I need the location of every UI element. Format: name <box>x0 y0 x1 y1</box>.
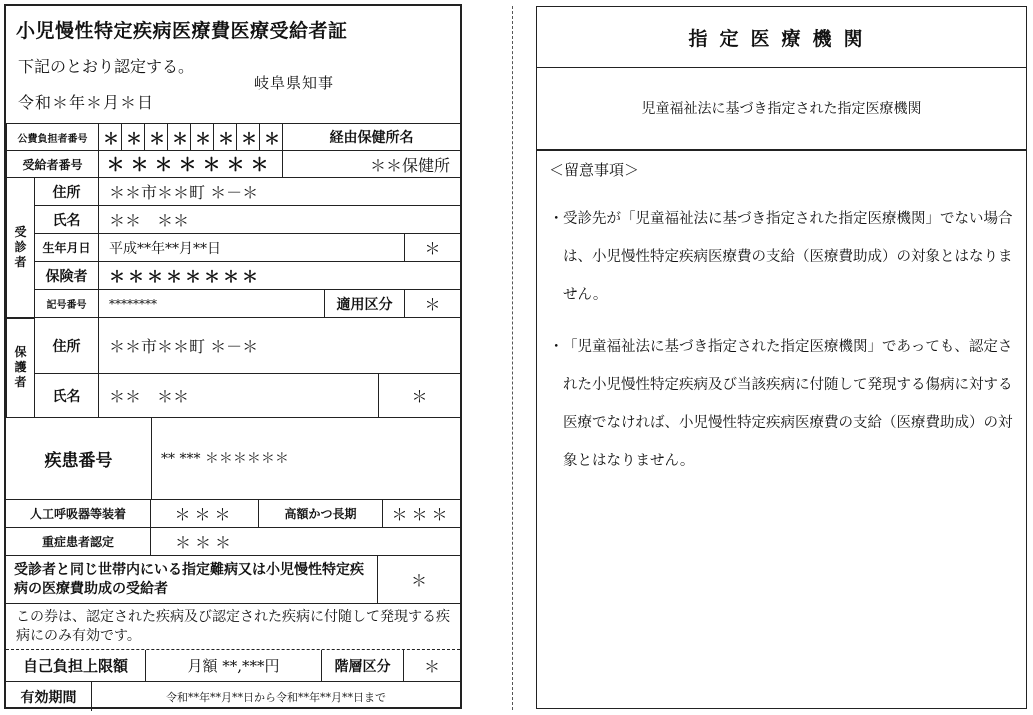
guardian-group-label <box>7 318 35 418</box>
patient-address-label: 住所 <box>35 178 99 206</box>
patient-address-value: ＊＊市＊＊町 ＊－＊ <box>99 178 461 206</box>
patient-birthdate-mark: ＊ <box>405 234 461 262</box>
household-row <box>6 555 460 603</box>
patient-symbol-value: ******** <box>99 290 325 318</box>
recipient-number-value: ＊＊＊＊＊＊＊ <box>99 151 283 178</box>
payer-digit: ＊ <box>260 124 283 151</box>
disease-label: 疾患番号 <box>6 418 152 499</box>
patient-insurer-value: ＊＊＊＊＊＊＊＊ <box>99 262 461 290</box>
certify-text: 下記のとおり認定する。 <box>18 57 195 76</box>
note-text: 「児童福祉法に基づき指定された指定医療機関」であっても、認定された小児慢性特定疾病及び当該疾病に付随して発現する傷病に対する医療でなければ、小児慢性特定疾病医療費の支給（医療費助成）の対象とはなりません。 <box>563 339 1013 469</box>
period-row <box>6 681 460 711</box>
certificate-title: 小児慢性特定疾病医療費医療受給者証 <box>16 20 348 42</box>
guardian-address-label: 住所 <box>35 318 99 374</box>
payer-digit: ＊ <box>237 124 260 151</box>
health-center-label: 経由保健所名 <box>283 124 461 151</box>
high-cost-value: ＊＊＊ <box>391 505 452 524</box>
guardian-table <box>6 317 461 418</box>
tier-label: 階層区分 <box>322 650 404 681</box>
patient-guardian-table <box>6 177 461 319</box>
guardian-name-value: ＊＊ ＊＊ <box>99 374 379 418</box>
institution-subtitle: 児童福祉法に基づき指定された指定医療機関 <box>537 67 1026 151</box>
limit-value: 月額 **,***円 <box>146 650 322 681</box>
ventilator-row <box>6 499 460 527</box>
patient-category-label: 適用区分 <box>325 290 405 318</box>
disease-section <box>6 417 460 499</box>
patient-birthdate-label: 生年月日 <box>35 234 99 262</box>
cut-line-divider <box>512 6 513 710</box>
payer-digit: ＊ <box>122 124 145 151</box>
issuer-name: 岐阜県知事 <box>254 74 335 92</box>
patient-group-label <box>7 178 35 319</box>
guardian-name-mark: ＊ <box>379 374 461 418</box>
patient-name-value: ＊＊ ＊＊ <box>99 206 461 234</box>
limit-label: 自己負担上限額 <box>6 650 146 681</box>
patient-category-value: ＊ <box>405 290 461 318</box>
severe-value: ＊＊＊ <box>174 533 235 552</box>
payer-digit: ＊ <box>214 124 237 151</box>
note-bullet: ・ <box>549 211 564 227</box>
number-table <box>6 123 461 178</box>
limit-row <box>6 649 460 681</box>
certificate-header <box>6 6 460 125</box>
tier-value: ＊ <box>423 657 440 676</box>
payer-digit: ＊ <box>168 124 191 151</box>
designated-institution-card <box>536 6 1027 709</box>
payer-digit: ＊ <box>145 124 168 151</box>
household-value: ＊ <box>410 571 427 590</box>
patient-symbol-label: 記号番号 <box>35 290 99 318</box>
note-text: 受診先が「児童福祉法に基づき指定された指定医療機関」でない場合は、小児慢性特定疾病医療費の支給（医療費助成）の対象とはなりません。 <box>563 211 1013 303</box>
note-bullet: ・ <box>549 339 564 355</box>
guardian-group-text: 保護者 <box>14 345 27 389</box>
institution-title: 指定医療機関 <box>537 7 1026 68</box>
validity-note-row <box>6 603 460 649</box>
patient-name-label: 氏名 <box>35 206 99 234</box>
notes-heading: ＜留意事項＞ <box>549 161 640 179</box>
severe-label: 重症患者認定 <box>6 528 151 555</box>
note-item <box>549 328 1019 480</box>
severe-row <box>6 527 460 555</box>
ventilator-value: ＊＊＊ <box>151 500 259 527</box>
household-text: 受診者と同じ世帯内にいる指定難病又は小児慢性特定疾病の医療費助成の受給者 <box>6 556 378 603</box>
period-value: 令和**年**月**日から令和**年**月**日まで <box>166 690 386 704</box>
health-center-value: ＊＊保健所 <box>283 151 461 178</box>
patient-group-text: 受診者 <box>14 225 27 270</box>
recipient-number-label: 受給者番号 <box>7 151 99 178</box>
patient-insurer-label: 保険者 <box>35 262 99 290</box>
guardian-name-label: 氏名 <box>35 374 99 418</box>
issue-date: 令和＊年＊月＊日 <box>18 93 155 112</box>
period-label: 有効期間 <box>6 682 92 711</box>
medical-certificate-card <box>4 4 462 709</box>
patient-birthdate-value: 平成**年**月**日 <box>99 234 405 262</box>
guardian-address-value: ＊＊市＊＊町 ＊－＊ <box>99 318 461 374</box>
disease-value: ** *** ＊＊＊＊＊＊ <box>161 451 289 467</box>
ventilator-label: 人工呼吸器等装着 <box>6 500 151 527</box>
validity-note: この券は、認定された疾病及び認定された疾病に付随して発現する疾病にのみ有効です。 <box>16 609 450 644</box>
payer-digit: ＊ <box>99 124 122 151</box>
payer-digit: ＊ <box>191 124 214 151</box>
high-cost-label: 高額かつ長期 <box>259 500 383 527</box>
payer-number-label: 公費負担者番号 <box>7 124 99 151</box>
note-item <box>549 200 1019 314</box>
